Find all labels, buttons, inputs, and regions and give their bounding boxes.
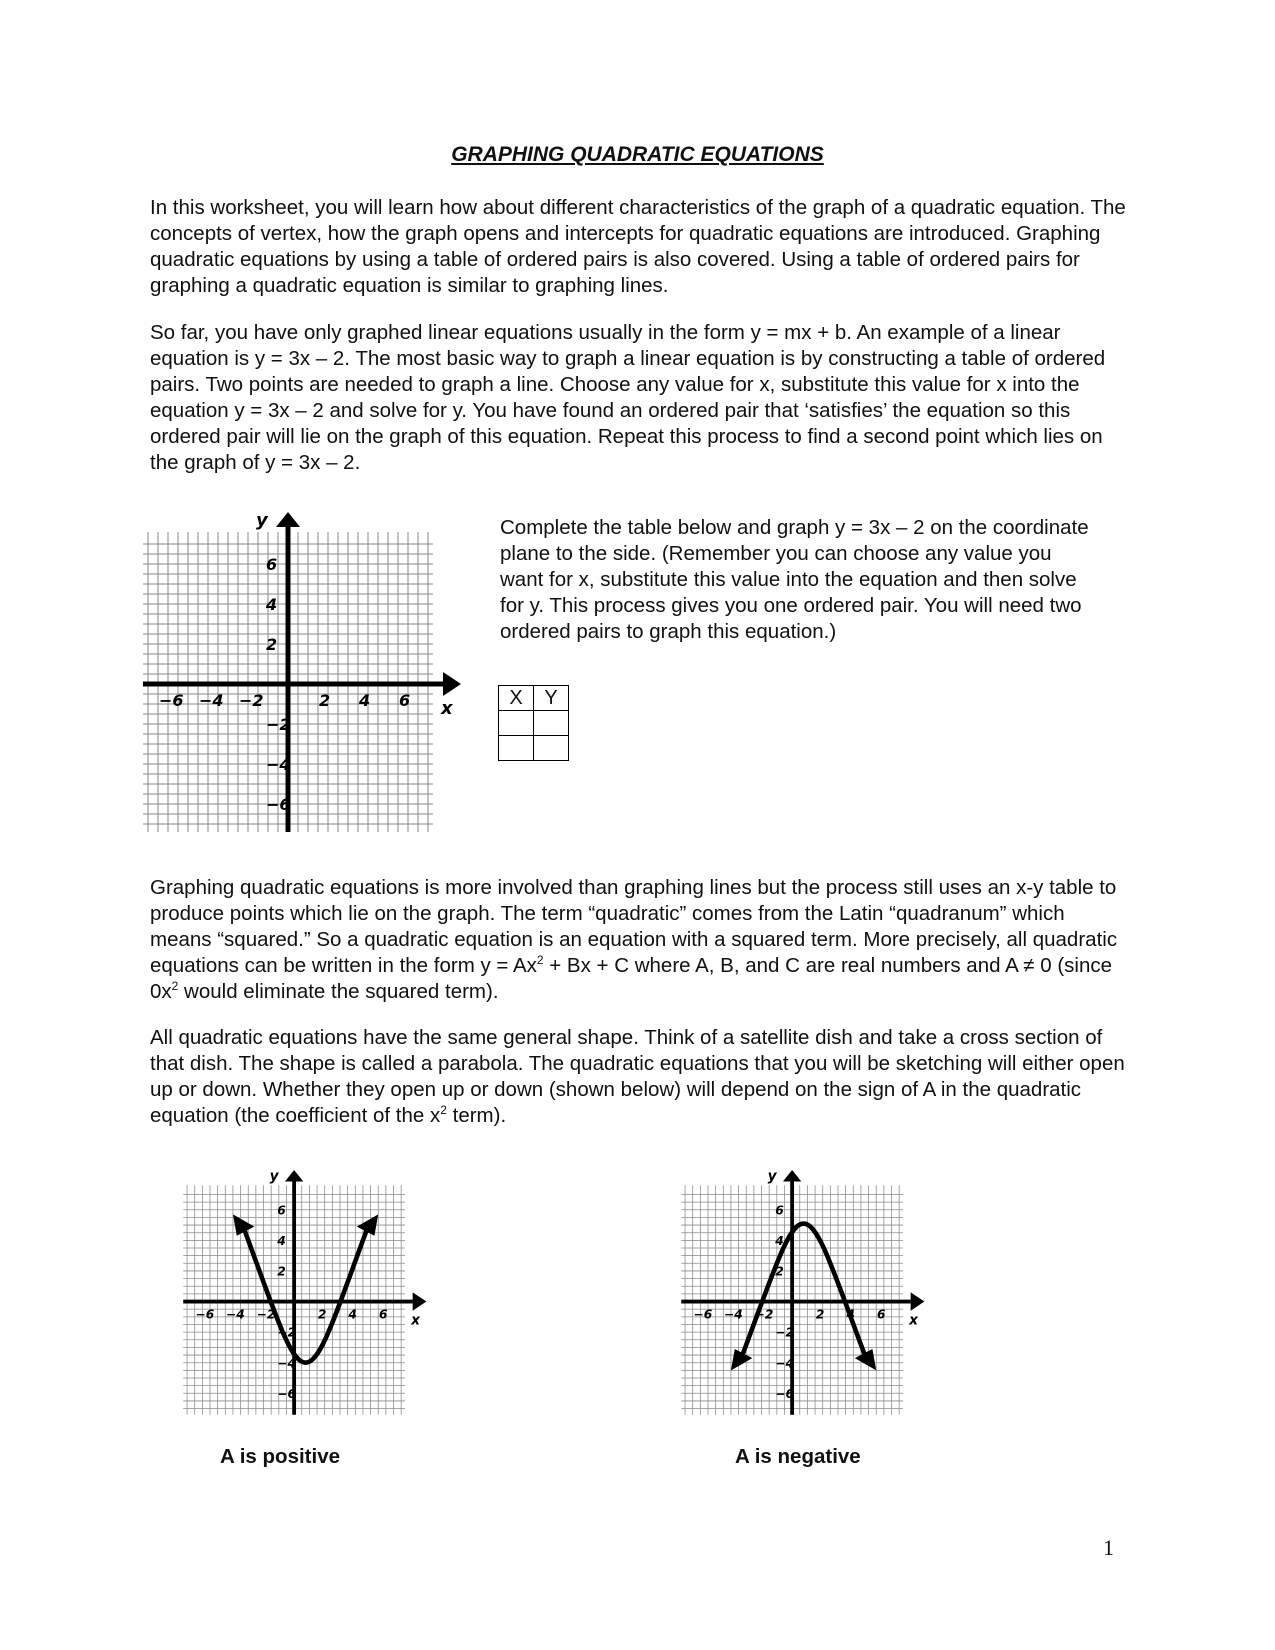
y-tick-label: −4 bbox=[277, 1356, 297, 1371]
y-axis-arrow-icon bbox=[276, 512, 300, 527]
y-tick-label: 2 bbox=[277, 1264, 286, 1279]
table-cell[interactable] bbox=[499, 711, 534, 736]
y-axis-label: y bbox=[767, 1170, 777, 1185]
y-tick-label: −6 bbox=[266, 795, 291, 814]
x-axis-arrow-icon bbox=[911, 1292, 925, 1310]
x-header: X bbox=[499, 686, 534, 711]
x-axis-label: x bbox=[411, 1312, 420, 1329]
y-axis-arrow-icon bbox=[285, 1170, 303, 1181]
x-tick-label: 2 bbox=[815, 1307, 825, 1322]
x-axis-arrow-icon bbox=[443, 672, 461, 696]
caption-positive: A is positive bbox=[220, 1445, 340, 1468]
x-tick-label: 2 bbox=[319, 691, 331, 710]
y-tick-label: −2 bbox=[266, 715, 291, 734]
linear-grid-graph bbox=[143, 512, 468, 852]
intro-paragraph: In this worksheet, you will learn how about different characteristics of the graph of a quadratic equation. The concepts of vertex, how the graph opens and intercepts for quadratic equations are introduced. Graphing quadratic equations by using a table of ordered pairs is also covered. Using a table of ordered pairs for graphing a quadratic equation is similar to graphing lines. bbox=[150, 196, 1126, 297]
linear-paragraph: So far, you have only graphed linear equations usually in the form y = mx + b. An example of a linear equation is y = 3x – 2. The most basic way to graph a linear equation is by constructing a table of ordered pairs. Two points are needed to graph a line. Choose any value for x, substitute this value for x into the equation y = 3x – 2 and solve for y. You have found an ordered pair that ‘satisfies’ the equation so this ordered pair will lie on the graph of this equation. Repeat this process to find a second point which lies on the graph of y = 3x – 2. bbox=[150, 321, 1106, 474]
y-tick-label: −6 bbox=[775, 1386, 795, 1401]
x-tick-label: 6 bbox=[379, 1307, 388, 1322]
page-title: GRAPHING QUADRATIC EQUATIONS bbox=[451, 143, 824, 166]
x-tick-label: −2 bbox=[256, 1307, 276, 1322]
y-tick-label: −2 bbox=[775, 1325, 795, 1340]
quadratic-paragraph: Graphing quadratic equations is more involved than graphing lines but the process still uses an x-y table to produce points which lie on the graph. The term “quadratic” comes from the Latin “quadranum” which means “squared.” So a quadratic equation is an equation with a squared term. More precisely, all quadratic equations can be written in the form $y = Ax^2 + Bx + C$ where A, B, and C are real numbers and A ≠ 0 (since $0x^2$ would eliminate the squared term). bbox=[150, 876, 1118, 1003]
y-tick-label: 4 bbox=[277, 1233, 286, 1248]
table-cell[interactable] bbox=[534, 711, 569, 736]
x-tick-label: 2 bbox=[317, 1307, 327, 1322]
x-tick-label: −4 bbox=[199, 691, 224, 710]
x-tick-label: −6 bbox=[693, 1307, 713, 1322]
x-tick-label: 4 bbox=[359, 691, 371, 710]
x-tick-label: 4 bbox=[348, 1307, 357, 1322]
y-header: Y bbox=[534, 686, 569, 711]
x-tick-label: −6 bbox=[195, 1307, 215, 1322]
y-tick-label: −6 bbox=[277, 1386, 297, 1401]
y-tick-label: −2 bbox=[277, 1325, 297, 1340]
x-tick-label: −6 bbox=[159, 691, 184, 710]
x-tick-label: −2 bbox=[754, 1307, 774, 1322]
x-axis-label: x bbox=[909, 1312, 918, 1329]
xy-table bbox=[498, 685, 569, 761]
x-tick-label: 6 bbox=[877, 1307, 886, 1322]
y-axis-arrow-icon bbox=[783, 1170, 801, 1181]
x-tick-label: −2 bbox=[239, 691, 264, 710]
y-axis-label: y bbox=[256, 512, 268, 531]
complete-table-instructions: Complete the table below and graph y = 3x – 2 on the coordinate plane to the side. (Remember you can choose any value you want for x, substitute this value into the equation and then solve for y. This process gives you one ordered pair. You will need two ordered pairs to graph this equation.) bbox=[500, 516, 1089, 643]
y-tick-label: −4 bbox=[266, 755, 291, 774]
table-cell[interactable] bbox=[499, 736, 534, 761]
y-tick-label: 6 bbox=[775, 1203, 784, 1218]
y-tick-label: 6 bbox=[277, 1203, 286, 1218]
y-tick-label: 2 bbox=[775, 1264, 784, 1279]
x-tick-label: 6 bbox=[399, 691, 411, 710]
parabola-opens-up-graph bbox=[180, 1170, 435, 1430]
y-tick-label: 6 bbox=[266, 555, 278, 574]
parabola-up-curve bbox=[242, 1224, 369, 1363]
page-number: 1 bbox=[1103, 1535, 1114, 1560]
x-axis-arrow-icon bbox=[413, 1292, 427, 1310]
parabola-down-curve bbox=[740, 1224, 867, 1362]
y-tick-label: 4 bbox=[266, 595, 278, 614]
parabola-shape-paragraph: All quadratic equations have the same general shape. Think of a satellite dish and take a cross section of that dish. The shape is called a parabola. The quadratic equations that you will be sketching will either open up or down. Whether they open up or down (shown below) will depend on the sign of A in the quadratic equation (the coefficient of the $x^2$ term). bbox=[150, 1026, 1125, 1127]
table-cell[interactable] bbox=[534, 736, 569, 761]
x-tick-label: −4 bbox=[226, 1307, 245, 1322]
x-tick-label: −4 bbox=[724, 1307, 743, 1322]
x-axis-label: x bbox=[441, 698, 453, 719]
y-tick-label: 4 bbox=[775, 1233, 784, 1248]
y-tick-label: −4 bbox=[775, 1356, 795, 1371]
y-tick-label: 2 bbox=[266, 635, 278, 654]
parabola-opens-down-graph bbox=[678, 1170, 933, 1430]
x-tick-label: 4 bbox=[846, 1307, 855, 1322]
caption-negative: A is negative bbox=[735, 1445, 861, 1468]
y-axis-label: y bbox=[269, 1170, 279, 1185]
